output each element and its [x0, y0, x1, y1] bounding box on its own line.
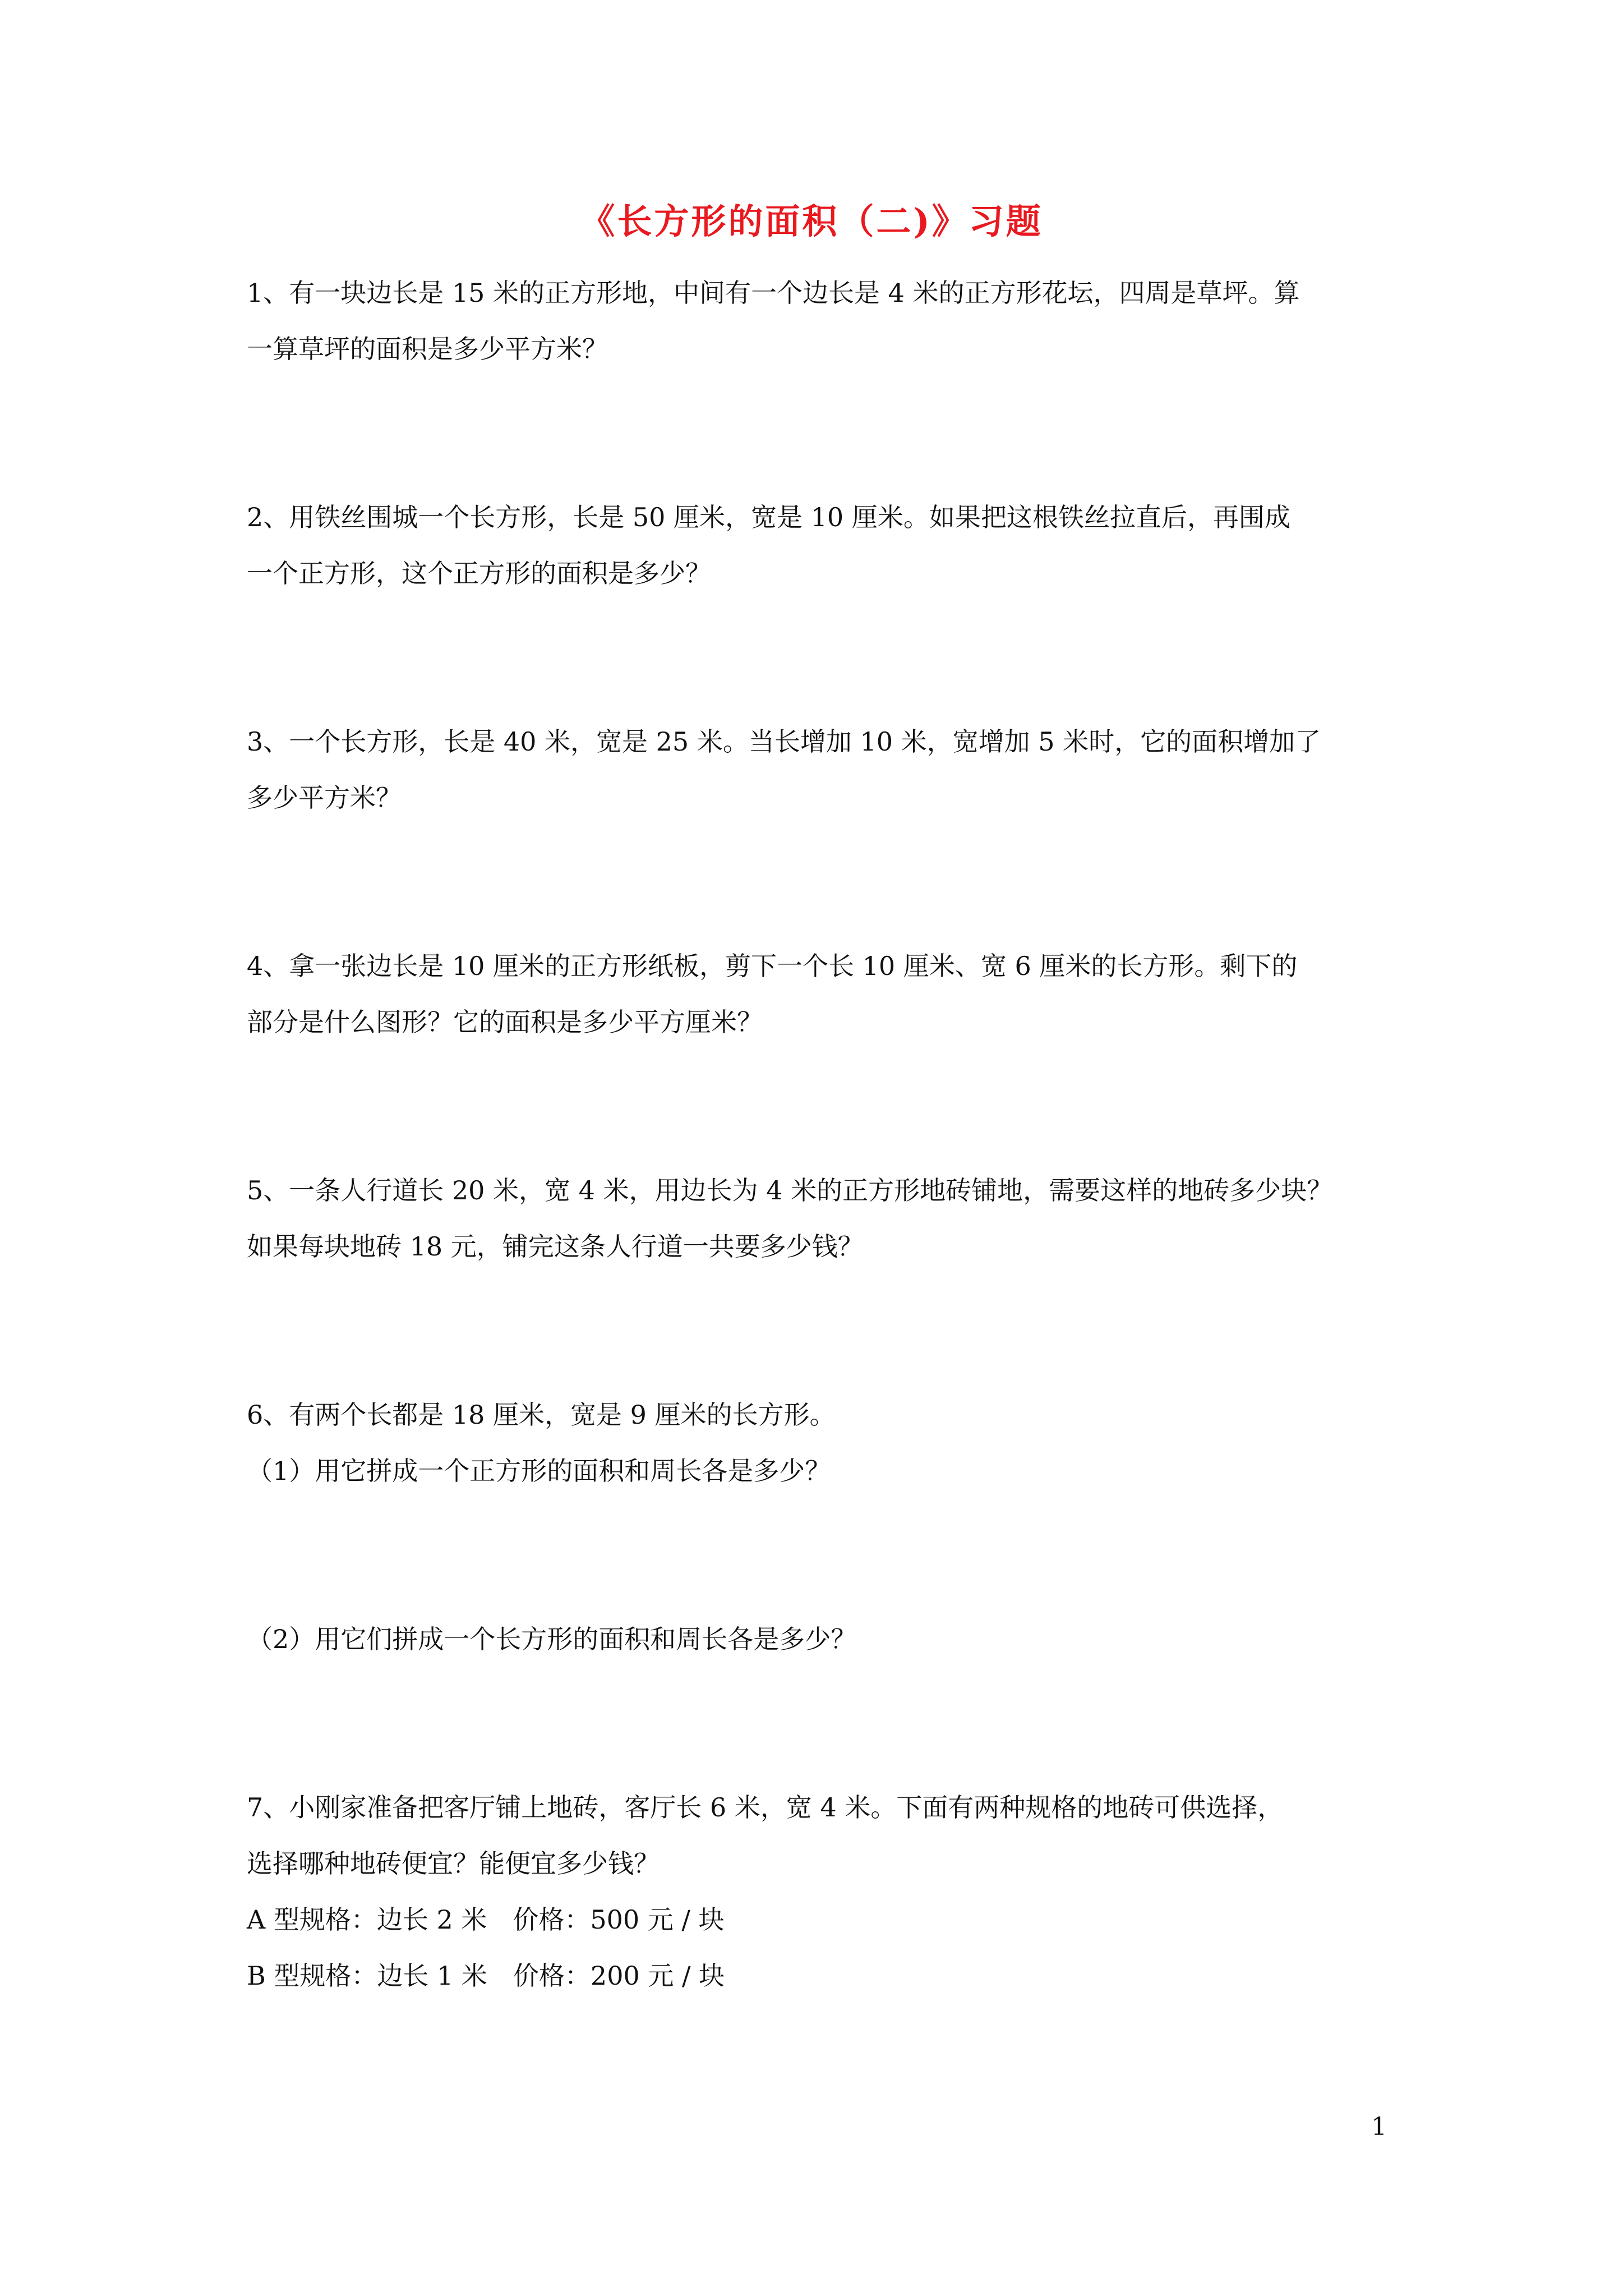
- question-7-line-1: 7、小刚家准备把客厅铺上地砖，客厅长 6 米，宽 4 米。下面有两种规格的地砖可供选择，: [247, 1792, 1284, 1823]
- question-5-line-1: 5、一条人行道长 20 米，宽 4 米，用边长为 4 米的正方形地砖铺地，需要这样的地砖多少块？: [247, 1175, 1333, 1205]
- question-3-line-1: 3、一个长方形，长是 40 米，宽是 25 米。当长增加 10 米，宽增加 5 米时，它的面积增加了: [247, 726, 1321, 757]
- question-7-spec-b: B 型规格：边长 1 米 价格：200 元 / 块: [247, 1961, 725, 1991]
- page-number: 1: [1371, 2113, 1387, 2141]
- question-1-line-1: 1、有一块边长是 15 米的正方形地，中间有一个边长是 4 米的正方形花坛，四周是草坪。算: [247, 278, 1300, 308]
- question-6-sub-2: （2）用它们拼成一个长方形的面积和周长各是多少？: [247, 1624, 857, 1654]
- question-2-line-1: 2、用铁丝围城一个长方形，长是 50 厘米，宽是 10 厘米。如果把这根铁丝拉直后，再围成: [247, 502, 1290, 532]
- question-4-line-1: 4、拿一张边长是 10 厘米的正方形纸板，剪下一个长 10 厘米、宽 6 厘米的长方形。剩下的: [247, 951, 1298, 981]
- question-6-line-1: 6、有两个长都是 18 厘米，宽是 9 厘米的长方形。: [247, 1400, 836, 1430]
- question-7-line-2: 选择哪种地砖便宜？能便宜多少钱？: [247, 1848, 660, 1879]
- question-1-line-2: 一算草坪的面积是多少平方米？: [247, 334, 608, 364]
- question-2-line-2: 一个正方形，这个正方形的面积是多少？: [247, 558, 711, 588]
- question-6-sub-1: （1）用它拼成一个正方形的面积和周长各是多少？: [247, 1456, 831, 1486]
- question-7-spec-a: A 型规格：边长 2 米 价格：500 元 / 块: [247, 1904, 725, 1935]
- question-5-line-2: 如果每块地砖 18 元，铺完这条人行道一共要多少钱？: [247, 1231, 864, 1262]
- page-title: 《长方形的面积（二)》习题: [580, 201, 1043, 242]
- question-4-line-2: 部分是什么图形？它的面积是多少平方厘米？: [247, 1007, 763, 1037]
- question-3-line-2: 多少平方米？: [247, 783, 402, 813]
